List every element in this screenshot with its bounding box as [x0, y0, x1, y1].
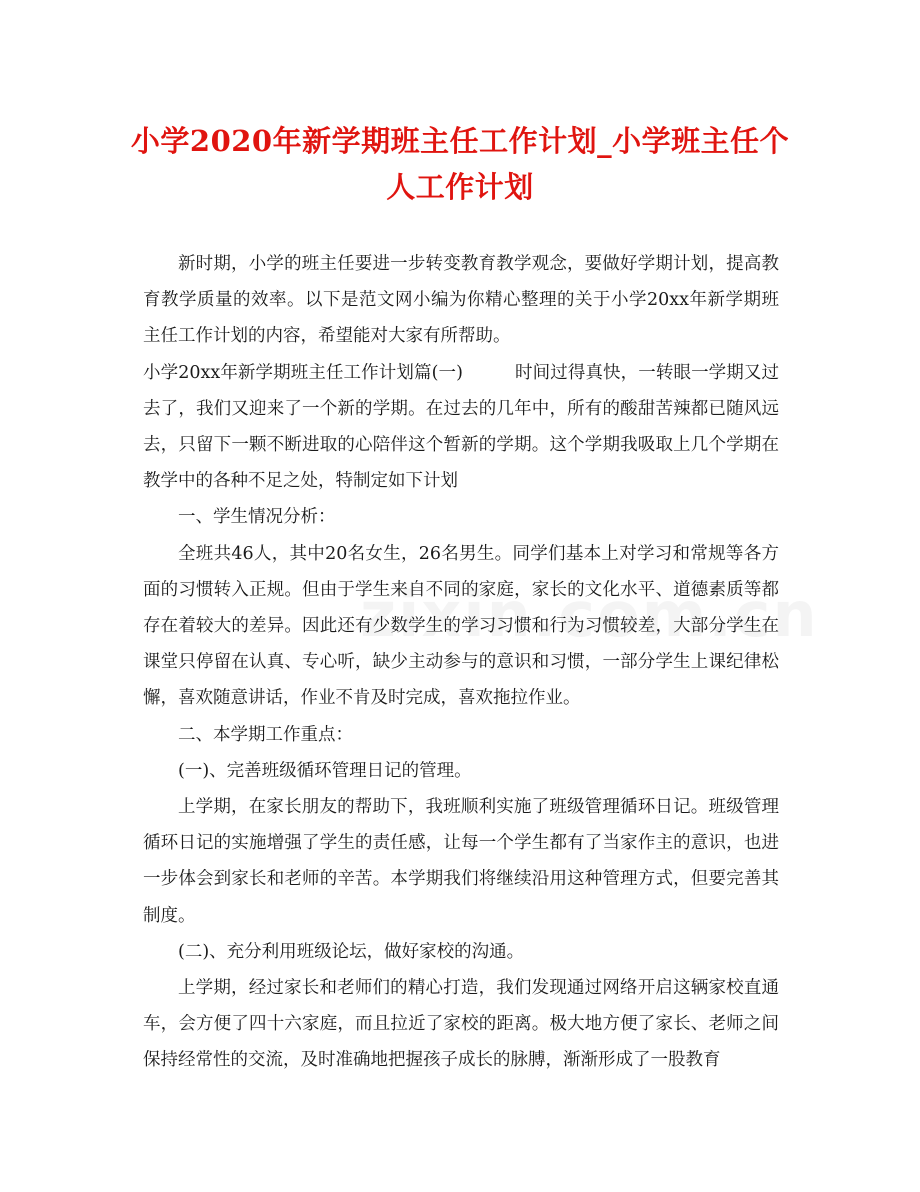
section-title: 小学20xx年新学期班主任工作计划篇(一): [143, 362, 463, 383]
forum-paragraph: 上学期，经过家长和老师们的精心打造，我们发现通过网络开启这辆家校直通车，会方便了四十六家庭，而且拉近了家校的距离。极大地方便了家长、老师之间保持经常性的交流，及时准确地把握孩子成长的脉膊，渐渐形成了一股教育: [143, 978, 779, 1071]
student-analysis-paragraph: 全班共46人，其中20名女生，26名男生。同学们基本上对学习和常规等各方面的习惯转入正规。但由于学生来自不同的家庭，家长的文化水平、道德素质等都存在着较大的差异。因此还有少数学生的学习习惯和行为习惯较差，大部分学生在课堂只停留在认真、专心听，缺少主动参与的意识和习惯，一部分学生上课纪律松懈，喜欢随意讲话，作业不肯及时完成，喜欢拖拉作业。: [143, 543, 779, 709]
subheading-forum: (二)、充分利用班级论坛，做好家校的沟通。: [178, 941, 525, 962]
subheading-diary: (一)、完善班级循环管理日记的管理。: [178, 760, 472, 781]
diary-paragraph: 上学期，在家长朋友的帮助下，我班顺利实施了班级管理循环日记。班级管理循环日记的实施增强了学生的责任感，让每一个学生都有了当家作主的意识，也进一步体会到家长和老师的辛苦。本学期我们将继续沿用这种管理方式，但要完善其制度。: [143, 797, 779, 926]
document-title: 小学2020年新学期班主任工作计划_小学班主任个人工作计划: [130, 124, 790, 204]
document-body: [143, 246, 779, 1079]
heading-work-focus: 二、本学期工作重点：: [178, 724, 353, 745]
heading-student-analysis: 一、学生情况分析：: [178, 507, 336, 528]
section-paragraph: [143, 355, 779, 500]
intro-paragraph: 新时期，小学的班主任要进一步转变教育教学观念，要做好学期计划，提高教育教学质量的效率。以下是范文网小编为你精心整理的关于小学20xx年新学期班主任工作计划的内容，希望能对大家有所帮助。: [143, 254, 779, 347]
section-body: 时间过得真快，一转眼一学期又过去了，我们又迎来了一个新的学期。在过去的几年中，所有的酸甜苦辣都已随风远去，只留下一颗不断进取的心陪伴这个暂新的学期。这个学期我吸取上几个学期在教学中的各种不足之处，特制定如下计划: [143, 362, 779, 492]
